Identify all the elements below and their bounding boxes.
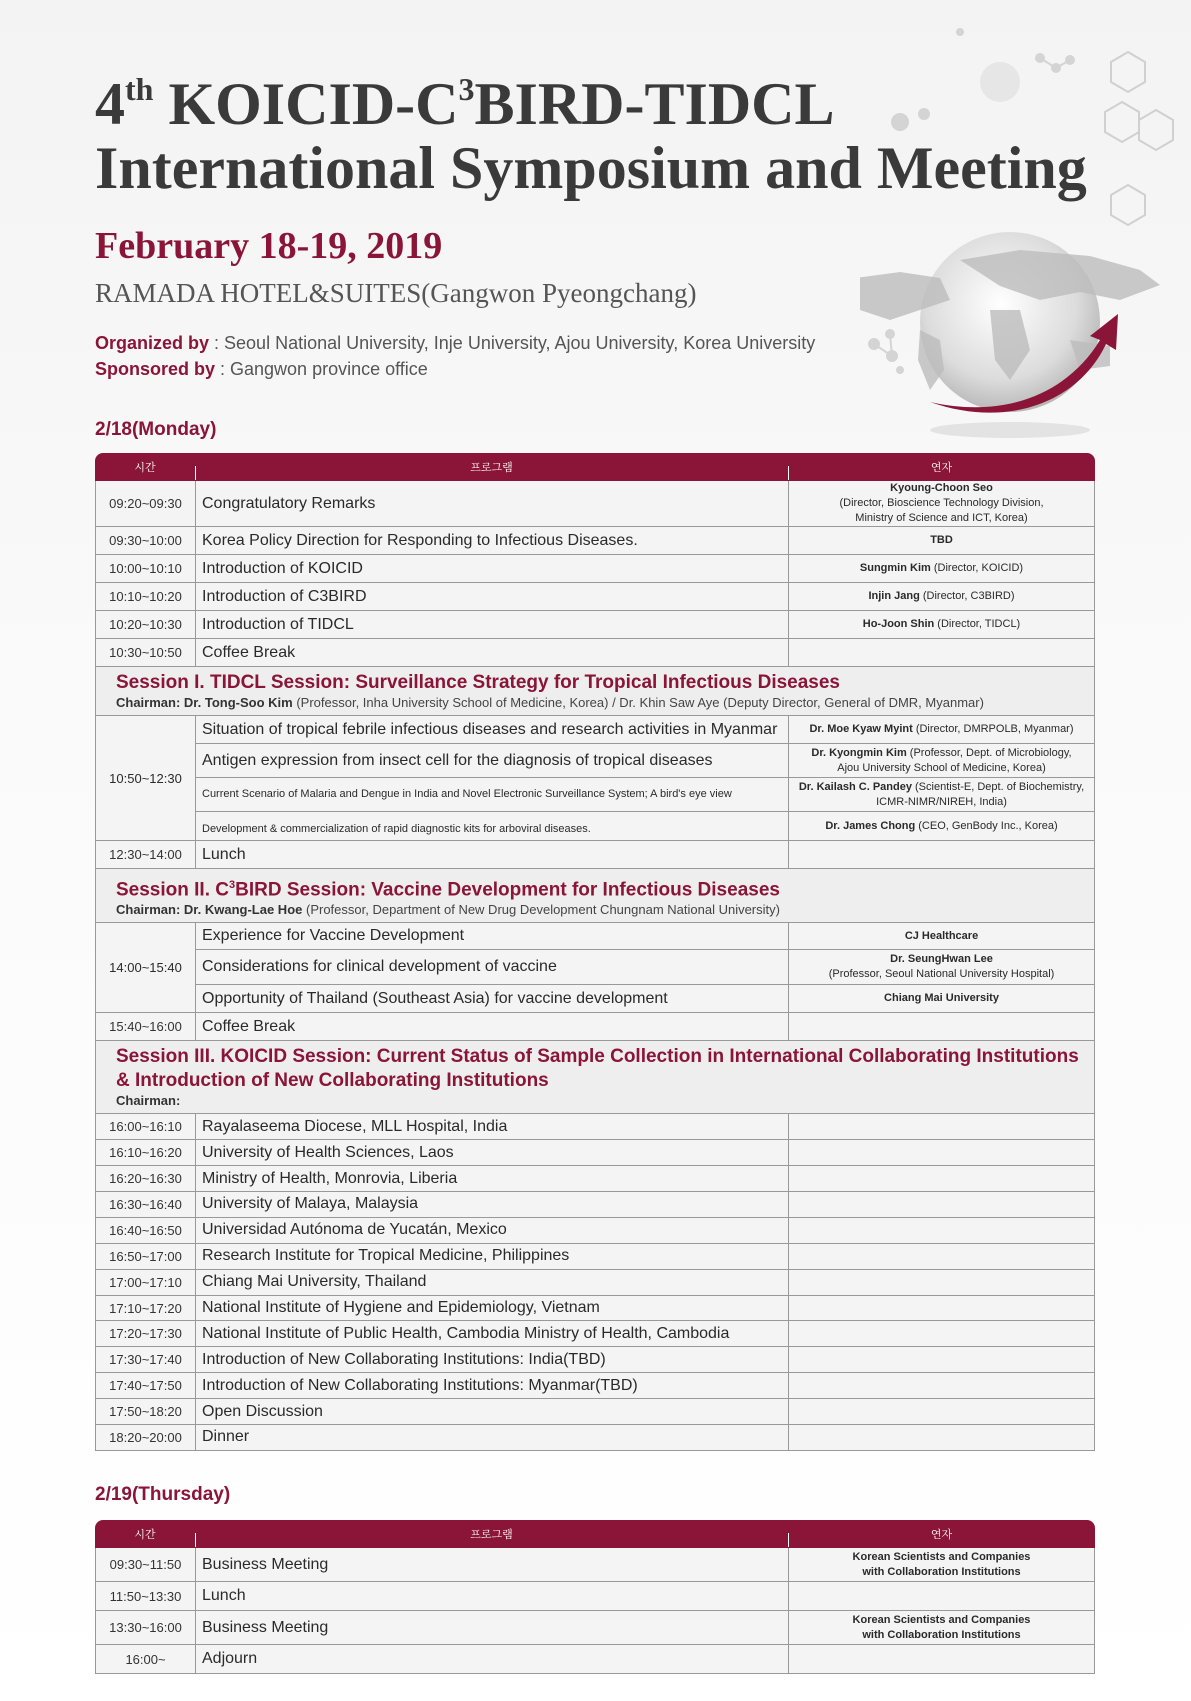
session-chair: Chairman: Dr. Tong-Soo Kim (Professor, Inha University School of Medicine, Korea) / Dr. Khin Saw Aye (Deputy Director, General of DMR, Myanmar) bbox=[116, 695, 984, 710]
table-row: 10:10~10:20 Introduction of C3BIRD Injin Jang (Director, C3BIRD) bbox=[95, 583, 1095, 611]
session-chair: Chairman: bbox=[116, 1093, 181, 1109]
col-time: 시간 bbox=[134, 462, 156, 474]
table-row: 17:30~17:40 Introduction of New Collaborating Institutions: India(TBD) bbox=[95, 1347, 1095, 1373]
table-row: 16:20~16:30 Ministry of Health, Monrovia, Liberia bbox=[95, 1166, 1095, 1192]
table-row: 12:30~14:00 Lunch bbox=[95, 841, 1095, 869]
col-speaker: 연자 bbox=[788, 1526, 1095, 1542]
session-chair: Chairman: Dr. Kwang-Lae Hoe (Professor, Department of New Drug Development Chungnam National University) bbox=[116, 902, 780, 918]
session1-group: 10:50~12:30 Situation of tropical febrile infectious diseases and research activities in Myanmar Dr. Moe Kyaw Myint (Director, DMRPOLB, Myanmar) Antigen expression from insect cell for the diagnosis of tropical diseases Dr. Kyongmin Kim (Professor, Dept. of Microbiology, Ajou University School of Medicine, Korea) Current Scenario of Malaria and Dengue in India and Novel Electronic Surveillance System; A bird's eye view Dr. Kailash C. Pandey (Scientist-E, Dept. of Biochemistry, ICMR-NIMR/NIREH, India) Development & commercialization of rapid diagnostic kits for arboviral diseases. Dr. James Chong (CEO, GenBody Inc., Korea) bbox=[95, 716, 1095, 841]
table-row: 16:40~16:50 Universidad Autónoma de Yucatán, Mexico bbox=[95, 1218, 1095, 1244]
table-row: 09:20~09:30 Congratulatory Remarks Kyoung-Choon Seo (Director, Bioscience Technology Division, Ministry of Science and ICT, Korea) bbox=[95, 481, 1095, 527]
table-row: Experience for Vaccine Development CJ Healthcare bbox=[196, 923, 1094, 950]
session-title: Session I. TIDCL Session: Surveillance Strategy for Tropical Infectious Diseases bbox=[116, 672, 841, 693]
organized-by: Organized by : Seoul National University, Inje University, Ajou University, Korea University bbox=[95, 333, 816, 353]
table-row: 16:00~ Adjourn bbox=[95, 1645, 1095, 1674]
table-row: 16:00~16:10 Rayalaseema Diocese, MLL Hospital, India bbox=[95, 1114, 1095, 1140]
table-row: 16:30~16:40 University of Malaya, Malaysia bbox=[95, 1192, 1095, 1218]
table-row: 17:40~17:50 Introduction of New Collaborating Institutions: Myanmar(TBD) bbox=[95, 1373, 1095, 1399]
table-row: 17:20~17:30 National Institute of Public Health, Cambodia Ministry of Health, Cambodia bbox=[95, 1321, 1095, 1347]
col-program: 프로그램 bbox=[195, 1526, 788, 1542]
table-row: Development & commercialization of rapid diagnostic kits for arboviral diseases. Dr. James Chong (CEO, GenBody Inc., Korea) bbox=[196, 812, 1094, 840]
table-header bbox=[95, 1520, 1095, 1548]
day1-heading: 2/18(Monday) bbox=[95, 419, 217, 440]
table-row: 18:20~20:00 Dinner bbox=[95, 1425, 1095, 1451]
table-row: 10:30~10:50 Coffee Break bbox=[95, 639, 1095, 667]
table-row: 17:00~17:10 Chiang Mai University, Thailand bbox=[95, 1270, 1095, 1296]
table-header bbox=[95, 453, 1095, 481]
session2-group: 14:00~15:40 Experience for Vaccine Development CJ Healthcare Considerations for clinical development of vaccine Dr. SeungHwan Lee (Professor, Seoul National University Hospital) Opportunity of Thailand (Southeast Asia) for vaccine development Chiang Mai University bbox=[95, 923, 1095, 1013]
col-program: 프로그램 bbox=[195, 459, 788, 475]
table-row: Current Scenario of Malaria and Dengue in India and Novel Electronic Surveillance System; A bird's eye view Dr. Kailash C. Pandey (Scientist-E, Dept. of Biochemistry, ICMR-NIMR/NIREH, India) bbox=[196, 778, 1094, 812]
col-time: 시간 bbox=[134, 1529, 156, 1541]
table-row: Considerations for clinical development of vaccine Dr. SeungHwan Lee (Professor, Seoul National University Hospital) bbox=[196, 950, 1094, 985]
day2-schedule-table bbox=[95, 1520, 1095, 1674]
table-row: 09:30~11:50 Business Meeting Korean Scientists and Companies with Collaboration Institutions bbox=[95, 1548, 1095, 1582]
session2-header bbox=[95, 869, 1095, 923]
table-row: 09:30~10:00 Korea Policy Direction for Responding to Infectious Diseases. TBD bbox=[95, 527, 1095, 555]
table-row: 11:50~13:30 Lunch bbox=[95, 1582, 1095, 1611]
session-title: Session II. $C^3BIRD$ Session: Vaccine Development for Infectious Diseases bbox=[116, 879, 780, 901]
session3-header bbox=[95, 1041, 1095, 1114]
table-row: 13:30~16:00 Business Meeting Korean Scientists and Companies with Collaboration Institutions bbox=[95, 1611, 1095, 1645]
table-row: 15:40~16:00 Coffee Break bbox=[95, 1013, 1095, 1041]
session-title-2: & Introduction of New Collaborating Institutions bbox=[116, 1070, 549, 1092]
table-row: Antigen expression from insect cell for the diagnosis of tropical diseases Dr. Kyongmin Kim (Professor, Dept. of Microbiology, Ajou University School of Medicine, Korea) bbox=[196, 744, 1094, 778]
table-row: 17:10~17:20 National Institute of Hygiene and Epidemiology, Vietnam bbox=[95, 1296, 1095, 1322]
col-speaker: 연자 bbox=[788, 459, 1095, 475]
sponsored-by: Sponsored by : Gangwon province office bbox=[95, 359, 428, 379]
day1-schedule-table bbox=[95, 453, 1095, 1451]
event-venue: RAMADA HOTEL&SUITES(Gangwon Pyeongchang) bbox=[95, 278, 697, 308]
session-title: Session III. KOICID Session: Current Status of Sample Collection in International Collaborating Institutions bbox=[116, 1046, 1079, 1068]
table-row: 16:10~16:20 University of Health Sciences, Laos bbox=[95, 1140, 1095, 1166]
day2-heading: 2/19(Thursday) bbox=[95, 1484, 231, 1505]
event-date: February 18-19, 2019 bbox=[95, 225, 443, 267]
session1-header bbox=[95, 667, 1095, 716]
table-row: Situation of tropical febrile infectious diseases and research activities in Myanmar Dr. Moe Kyaw Myint (Director, DMRPOLB, Myanmar) bbox=[196, 716, 1094, 744]
table-row: Opportunity of Thailand (Southeast Asia) for vaccine development Chiang Mai University bbox=[196, 985, 1094, 1012]
table-row: 16:50~17:00 Research Institute for Tropical Medicine, Philippines bbox=[95, 1244, 1095, 1270]
table-row: 10:00~10:10 Introduction of KOICID Sungmin Kim (Director, KOICID) bbox=[95, 555, 1095, 583]
page-title: 4th KOICID-$C^3BIRD$-TIDCL International Symposium and Meeting bbox=[95, 71, 1087, 201]
table-row: 17:50~18:20 Open Discussion bbox=[95, 1399, 1095, 1425]
table-row: 10:20~10:30 Introduction of TIDCL Ho-Joon Shin (Director, TIDCL) bbox=[95, 611, 1095, 639]
